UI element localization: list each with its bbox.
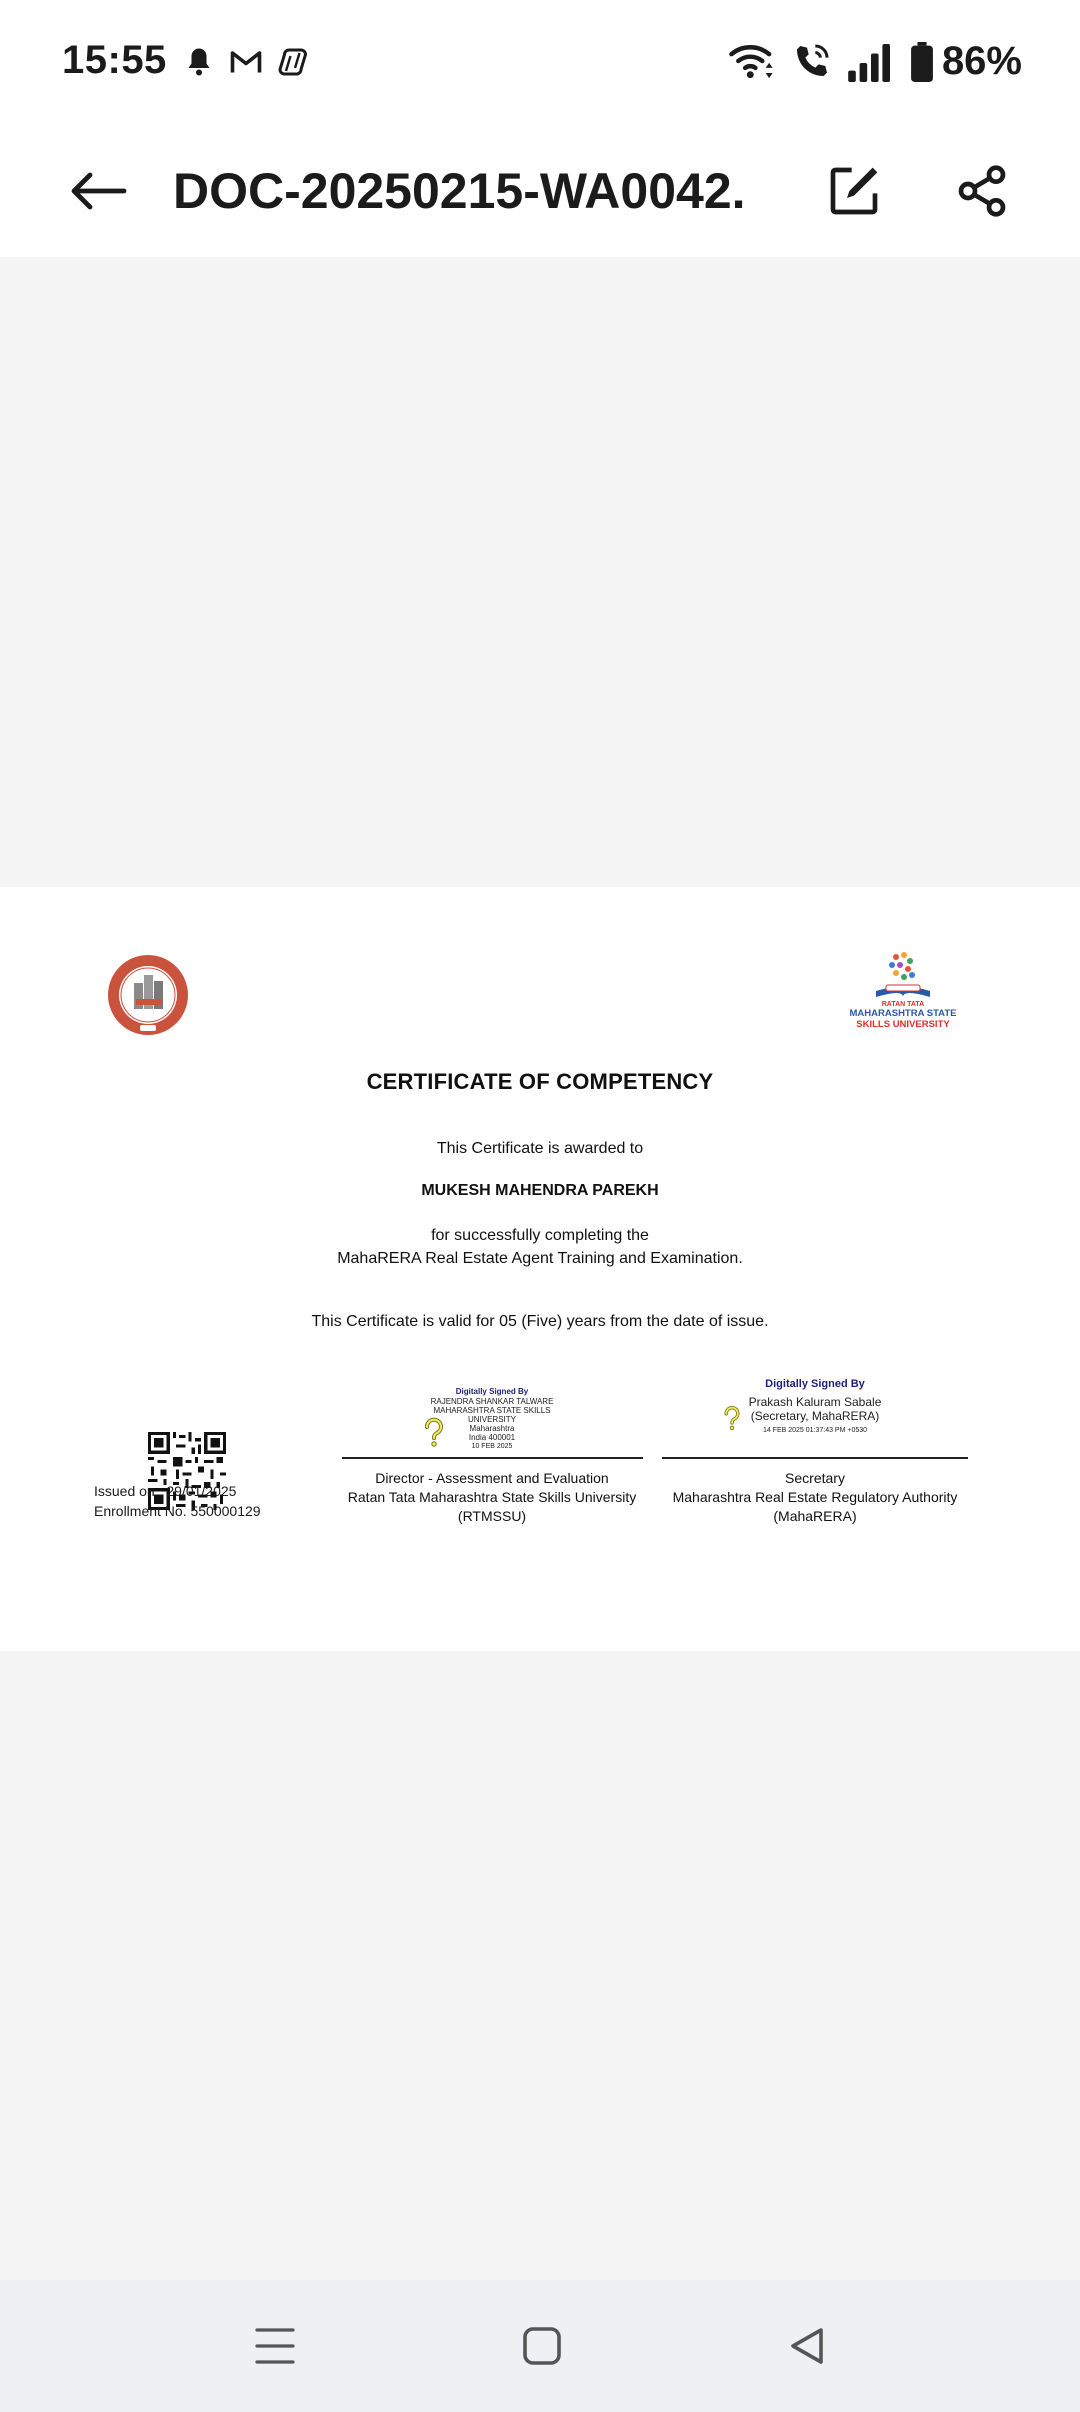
- sig-right-line-2: (Secretary, MahaRERA): [750, 1409, 880, 1423]
- logo-line-2: MAHARASHTRA STATE: [849, 1008, 957, 1019]
- battery-percent: 86%: [941, 39, 1022, 83]
- sig-left-line-2: MAHARASHTRA STATE SKILLS: [433, 1406, 551, 1415]
- sig-right-line-3: 14 FEB 2025 01:37:43 PM +0530: [762, 1427, 868, 1434]
- share-icon: [954, 163, 1010, 219]
- sig-left-line-4: Maharashtra: [469, 1424, 515, 1433]
- navigation-bar: [0, 2280, 1080, 2412]
- sig-right-line-1: Prakash Kaluram Sabale: [748, 1395, 882, 1409]
- sig-right-caption-1: Secretary: [785, 1470, 845, 1486]
- sig-left-caption-2: Ratan Tata Maharashtra State Skills University: [347, 1489, 637, 1505]
- program-name: MahaRERA Real Estate Agent Training and Examination.: [337, 1250, 743, 1267]
- copilot-icon: [277, 44, 313, 80]
- sig-left-line-5: India 400001: [468, 1433, 516, 1442]
- sig-left-caption-3: (RTMSSU): [457, 1508, 527, 1524]
- validity-text: This Certificate is valid for 05 (Five) years from the date of issue.: [311, 1313, 769, 1330]
- home-button[interactable]: [510, 2314, 574, 2378]
- gmail-icon: [228, 44, 264, 80]
- sig-left-line: [342, 1457, 643, 1459]
- back-button[interactable]: [58, 151, 138, 231]
- document-title: DOC-20250215-WA0042.: [173, 163, 746, 219]
- recipient-name: MUKESH MAHENDRA PAREKH: [421, 1182, 659, 1199]
- sig-right-header: Digitally Signed By: [765, 1378, 865, 1390]
- status-time: 15:55: [62, 38, 167, 82]
- system-back-button[interactable]: [775, 2314, 839, 2378]
- wifi-calling-icon: [792, 41, 832, 81]
- status-bar: [0, 0, 1080, 125]
- sig-left-line-1: RAJENDRA SHANKAR TALWARE: [430, 1397, 554, 1406]
- app-bar: [0, 125, 1080, 257]
- sig-left-header: Digitally Signed By: [455, 1387, 529, 1396]
- issued-on-date: Issued on : 29/01/2025: [94, 1483, 237, 1499]
- sig-left-line-3: UNIVERSITY: [467, 1415, 516, 1424]
- logo-line-1: RATAN TATA: [881, 1001, 925, 1008]
- edit-icon: [826, 163, 882, 219]
- sig-left-caption-1: Director - Assessment and Evaluation: [375, 1470, 609, 1486]
- edit-button[interactable]: [814, 151, 894, 231]
- recents-button[interactable]: [243, 2314, 307, 2378]
- home-icon: [522, 2326, 562, 2366]
- document-viewer[interactable]: [0, 257, 1080, 2280]
- battery-icon: [910, 42, 934, 82]
- share-button[interactable]: [942, 151, 1022, 231]
- wifi-icon: [728, 40, 776, 82]
- signature-unverified-icon: [722, 1405, 742, 1431]
- logo-line-3: SKILLS UNIVERSITY: [856, 1019, 950, 1030]
- skills-university-logo: [848, 949, 958, 1041]
- awarded-to-text: This Certificate is awarded to: [436, 1140, 644, 1157]
- sig-left-line-6: 10 FEB 2025: [471, 1443, 513, 1450]
- certificate-title: CERTIFICATE OF COMPETENCY: [366, 1069, 714, 1094]
- certificate-page: [0, 887, 1080, 1651]
- sig-right-caption-3: (MahaRERA): [773, 1508, 857, 1524]
- sig-right-caption-2: Maharashtra Real Estate Regulatory Authority: [672, 1489, 958, 1505]
- arrow-left-icon: [68, 171, 128, 211]
- back-triangle-icon: [787, 2326, 827, 2366]
- signature-unverified-icon: [422, 1417, 446, 1447]
- recents-icon: [255, 2326, 295, 2366]
- bell-icon: [181, 44, 217, 80]
- completing-text: for successfully completing the: [431, 1227, 649, 1244]
- signal-icon: [848, 44, 894, 82]
- maharera-seal-logo: [106, 953, 190, 1037]
- enrollment-number: Enrollment No. 550000129: [94, 1503, 261, 1519]
- sig-right-rule: [662, 1457, 968, 1459]
